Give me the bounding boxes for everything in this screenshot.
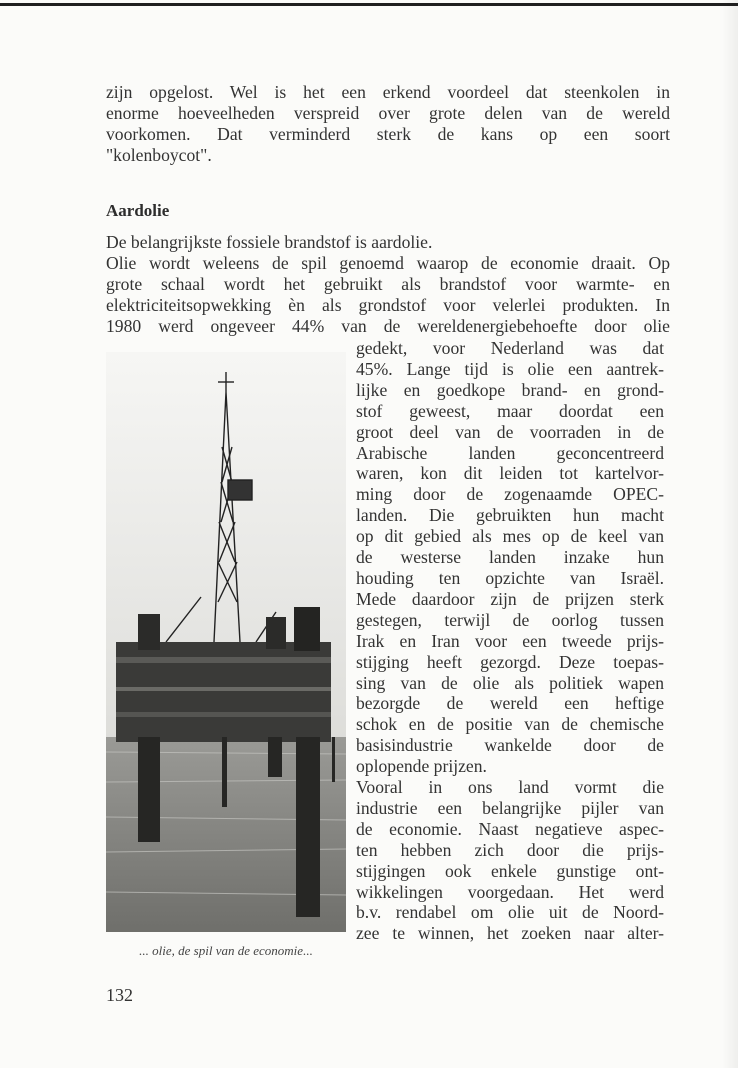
text-line: De belangrijkste fossiele brandstof is aardolie.: [106, 232, 433, 252]
wrapped-text-column: [356, 338, 664, 944]
text-line: elektriciteitsopwekking èn als grondstof voor velerlei produkten. In: [106, 294, 670, 315]
text-line: Mede daardoor zijn de prijzen sterk: [356, 588, 664, 609]
text-line: Vooral in ons land vormt die: [356, 777, 664, 798]
text-line: gestegen, terwijl de oorlog tussen: [356, 609, 664, 630]
section-intro: [106, 232, 670, 337]
text-line: ming door de zogenaamde OPEC-: [356, 484, 664, 505]
text-line: "kolenboycot".: [106, 144, 212, 165]
text-line: ten hebben zich door die prijs-: [356, 839, 664, 860]
text-line: stof geweest, maar doordat een: [356, 400, 664, 421]
text-line: enorme hoeveelheden verspreid over grote delen van de wereld: [106, 102, 670, 123]
text-line: wikkelingen voorgedaan. Het werd: [356, 881, 664, 902]
text-line: gedekt, voor Nederland was dat: [356, 338, 664, 358]
text-line: b.v. rendabel om olie uit de Noord-: [356, 902, 664, 923]
text-line: zee te winnen, het zoeken naar alter-: [356, 923, 664, 944]
text-line: waren, kon dit leiden tot kartelvor-: [356, 463, 664, 484]
text-line: stijging heeft gezorgd. Deze toepas-: [356, 651, 664, 672]
text-line: groot deel van de voorraden in de: [356, 421, 664, 442]
page-edge-shadow: [722, 0, 738, 1068]
text-line: bezorgde de wereld een heftige: [356, 693, 664, 714]
text-line: basisindustrie wankelde door de: [356, 735, 664, 756]
figure-caption: ... olie, de spil van de economie...: [139, 943, 313, 958]
text-line: 45%. Lange tijd is olie een aantrek-: [356, 358, 664, 379]
text-line: sing van de olie als politiek wapen: [356, 672, 664, 693]
text-line: de westerse landen inzake hun: [356, 547, 664, 568]
intro-paragraph: [106, 82, 670, 166]
text-line: Irak en Iran voor een tweede prijs-: [356, 630, 664, 651]
top-rule: [0, 3, 738, 6]
page-number: 132: [106, 985, 133, 1005]
section-heading: Aardolie: [106, 201, 170, 220]
text-line: landen. Die gebruikten hun macht: [356, 505, 664, 526]
text-line: stijgingen ook enkele gunstige ont-: [356, 860, 664, 881]
text-line: 1980 werd ongeveer 44% van de wereldenergiebehoefte door olie: [106, 315, 670, 336]
text-line: voorkomen. Dat verminderd sterk de kans op een soort: [106, 123, 670, 144]
text-line: grote schaal wordt het gebruikt als brandstof voor warmte- en: [106, 273, 670, 294]
text-line: de economie. Naast negatieve aspec-: [356, 818, 664, 839]
text-line: Arabische landen geconcentreerd: [356, 442, 664, 463]
oil-platform-photo: [106, 352, 346, 932]
text-line: lijke en goedkope brand- en grond-: [356, 379, 664, 400]
text-line: schok en de positie van de chemische: [356, 714, 664, 735]
text-line: Olie wordt weleens de spil genoemd waarop de economie draait. Op: [106, 252, 670, 273]
text-line: industrie een belangrijke pijler van: [356, 797, 664, 818]
text-line: zijn opgelost. Wel is het een erkend voordeel dat steenkolen in: [106, 82, 670, 102]
text-line: op dit gebied als mes op de keel van: [356, 526, 664, 547]
text-line: oplopende prijzen.: [356, 756, 487, 777]
text-line: houding ten opzichte van Israël.: [356, 567, 664, 588]
